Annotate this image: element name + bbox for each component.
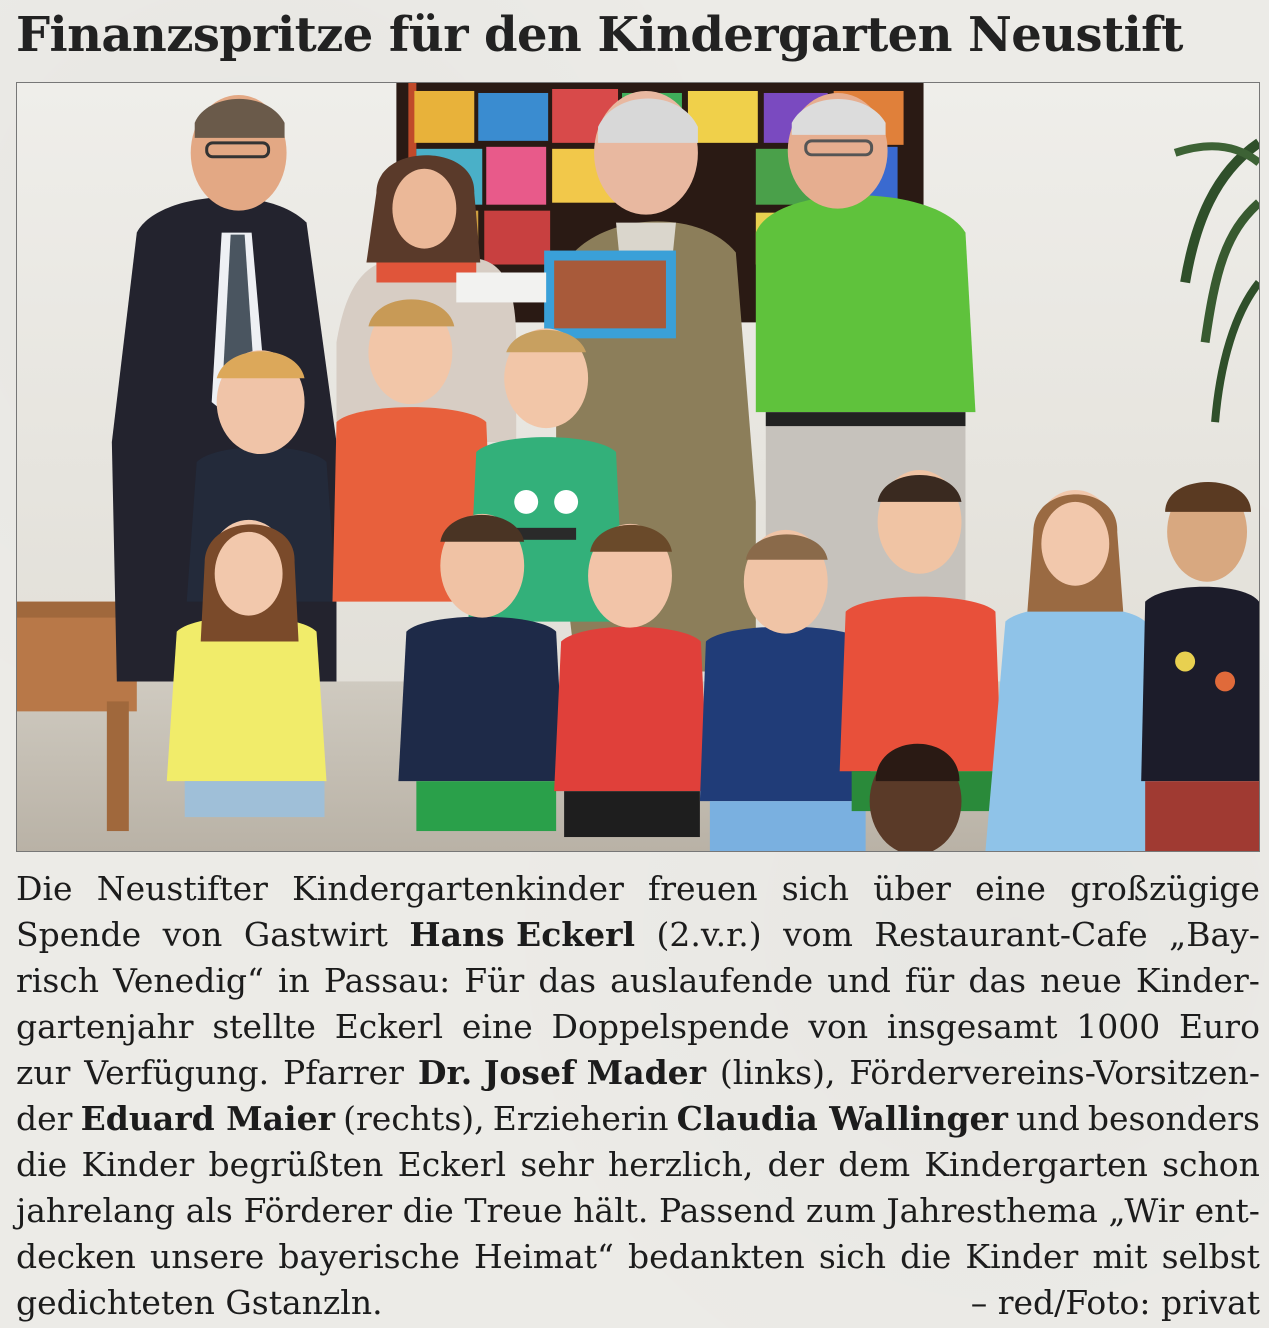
caption-word: Spende <box>16 915 142 954</box>
caption-word: freuen <box>648 869 758 908</box>
caption-name-bold: Hans Eckerl <box>409 915 636 954</box>
caption-name-bold: Dr. Josef Mader <box>417 1053 707 1092</box>
article-photo <box>16 82 1260 852</box>
caption-word: Treue <box>464 1191 563 1230</box>
caption-word: Kinder <box>81 1145 195 1184</box>
caption-word: zum <box>805 1191 876 1230</box>
caption-word: der <box>16 1099 73 1138</box>
caption-word: eine <box>461 1007 533 1046</box>
caption-word: großzügige <box>1070 869 1260 908</box>
caption-word: vom <box>783 915 853 954</box>
caption-word: Heimat“ <box>473 1237 614 1276</box>
caption-word: sehr <box>520 1145 594 1184</box>
caption-word: jahrelang <box>16 1191 176 1230</box>
child-front-center <box>870 744 962 851</box>
caption-word: sich <box>781 869 850 908</box>
caption-line <box>16 1234 1260 1280</box>
caption-word: Kinder <box>965 1237 1079 1276</box>
caption-word: die <box>402 1191 454 1230</box>
caption-word: sich <box>818 1237 887 1276</box>
caption-word: eine <box>975 869 1046 908</box>
caption-name-bold: Claudia Wallinger <box>676 1099 1008 1138</box>
caption-word: Euro <box>1178 1007 1260 1046</box>
caption-word: risch <box>16 961 99 1000</box>
caption-line <box>16 1280 1260 1326</box>
caption-word: Eckerl <box>397 1145 507 1184</box>
caption-word: ent- <box>1194 1191 1260 1230</box>
caption-line <box>16 1142 1260 1188</box>
caption-word: Kindergartenkinder <box>292 869 624 908</box>
caption-word: „Bay- <box>1169 915 1260 954</box>
caption-word: das <box>968 961 1027 1000</box>
caption-words <box>16 1280 383 1326</box>
caption-word: die <box>16 1145 68 1184</box>
caption-word: insgesamt <box>886 1007 1058 1046</box>
caption-word: gartenjahr <box>16 1007 194 1046</box>
caption-word: „Wir <box>1108 1191 1185 1230</box>
caption-word: (2.v.r.) <box>656 915 762 954</box>
caption-word: in <box>277 961 310 1000</box>
caption-name-bold: Eduard Maier <box>80 1099 335 1138</box>
caption-word: unsere <box>150 1237 265 1276</box>
caption-word: hält. <box>573 1191 649 1230</box>
caption-word: das <box>538 961 597 1000</box>
caption-word: als <box>185 1191 233 1230</box>
caption-line <box>16 1188 1260 1234</box>
caption-line <box>16 1004 1260 1050</box>
caption-word: über <box>873 869 951 908</box>
caption-word: Neustifter <box>96 869 268 908</box>
photo-caption <box>16 866 1260 1326</box>
caption-word: Eckerl <box>334 1007 444 1046</box>
caption-word: und <box>827 961 891 1000</box>
caption-word: Kinder- <box>1135 961 1260 1000</box>
caption-line <box>16 866 1260 912</box>
caption-word: Pfarrer <box>283 1053 404 1092</box>
caption-word: Fördervereins-Vorsitzen- <box>849 1053 1260 1092</box>
photo-credit: – red/Foto: privat <box>970 1283 1260 1322</box>
caption-word: schon <box>1162 1145 1260 1184</box>
caption-word: Restaurant-Cafe <box>874 915 1148 954</box>
caption-word: für <box>904 961 955 1000</box>
caption-line <box>16 958 1260 1004</box>
caption-word: dem <box>838 1145 911 1184</box>
caption-word: Doppelspende <box>551 1007 790 1046</box>
caption-word: Förderer <box>243 1191 392 1230</box>
caption-word: der <box>767 1145 824 1184</box>
caption-word: herzlich, <box>608 1145 754 1184</box>
caption-word: neue <box>1040 961 1122 1000</box>
caption-line <box>16 1096 1260 1142</box>
caption-word: die <box>900 1237 952 1276</box>
caption-word: Passau: <box>323 961 451 1000</box>
caption-word: von <box>162 915 223 954</box>
caption-word: Erzieherin <box>492 1099 669 1138</box>
caption-line <box>16 1050 1260 1096</box>
caption-word: begrüßten <box>208 1145 384 1184</box>
caption-word: bayerische <box>278 1237 460 1276</box>
caption-word: auslaufende <box>610 961 814 1000</box>
caption-word: decken <box>16 1237 136 1276</box>
caption-word: Passend <box>659 1191 796 1230</box>
caption-word: (links), <box>719 1053 836 1092</box>
caption-word: selbst <box>1161 1237 1260 1276</box>
caption-line <box>16 912 1260 958</box>
caption-word: (rechts), <box>343 1099 485 1138</box>
caption-word: mit <box>1092 1237 1148 1276</box>
caption-word: bedankten <box>627 1237 805 1276</box>
caption-word: Verfügung. <box>84 1053 270 1092</box>
caption-word: zur <box>16 1053 71 1092</box>
caption-word: Venedig“ <box>113 961 264 1000</box>
caption-word: Gstanzln. <box>225 1283 383 1322</box>
caption-word: Gastwirt <box>243 915 388 954</box>
caption-word: 1000 <box>1076 1007 1161 1046</box>
article-headline: Finanzspritze für den Kindergarten Neustift <box>16 7 1183 63</box>
caption-word: Kindergarten <box>924 1145 1148 1184</box>
caption-word: stellte <box>212 1007 316 1046</box>
caption-word: von <box>808 1007 869 1046</box>
group-photo-illustration <box>17 83 1259 851</box>
caption-word: besonders <box>1087 1099 1260 1138</box>
caption-word: Für <box>464 961 525 1000</box>
caption-word: und <box>1016 1099 1080 1138</box>
caption-word: gedichteten <box>16 1283 215 1322</box>
caption-word: Die <box>16 869 73 908</box>
caption-word: Jahresthema <box>886 1191 1098 1230</box>
